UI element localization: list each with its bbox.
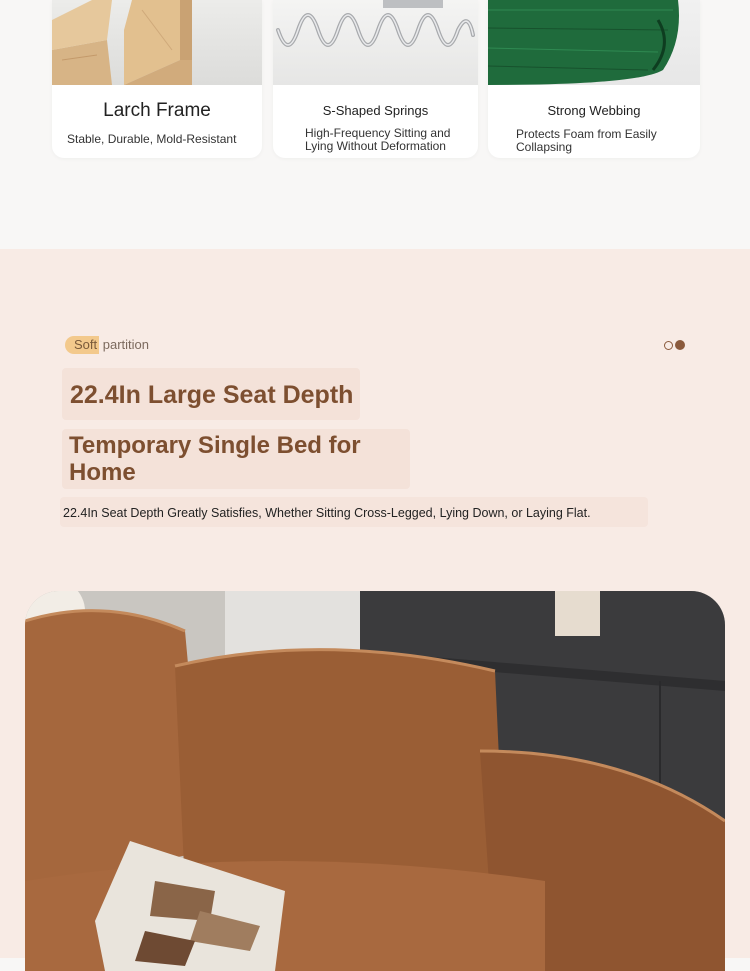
spring-icon (273, 0, 478, 85)
carousel-dot-active[interactable] (675, 340, 685, 350)
carousel-dots[interactable] (664, 340, 688, 352)
sofa-photo (25, 591, 725, 971)
section-description: 22.4In Seat Depth Greatly Satisfies, Whether Sitting Cross-Legged, Lying Down, or Laying Flat. (63, 506, 591, 520)
tag-highlight: Soft (65, 336, 99, 354)
carousel-dot-inactive[interactable] (664, 341, 673, 350)
feature-description: Protects Foam from Easily Collapsing (516, 127, 657, 154)
features-section (0, 0, 750, 249)
feature-card-springs (273, 0, 478, 158)
wood-block-icon (52, 0, 262, 85)
feature-title: Strong Webbing (547, 103, 641, 118)
feature-title: Larch Frame (103, 100, 211, 121)
section-tag (65, 336, 149, 354)
section-heading: 22.4In Large Seat Depth (70, 381, 354, 409)
webbing-icon (488, 0, 700, 85)
feature-description: High-Frequency Sitting and Lying Without Deformation (305, 126, 451, 153)
soft-partition-section (0, 249, 750, 958)
feature-card-larch (52, 0, 262, 158)
section-subheading: Temporary Single Bed for Home (69, 432, 361, 486)
feature-card-webbing (488, 0, 700, 158)
feature-description: Stable, Durable, Mold-Resistant (67, 132, 237, 146)
feature-title: S-Shaped Springs (322, 103, 429, 118)
tag-text: partition (99, 337, 149, 352)
